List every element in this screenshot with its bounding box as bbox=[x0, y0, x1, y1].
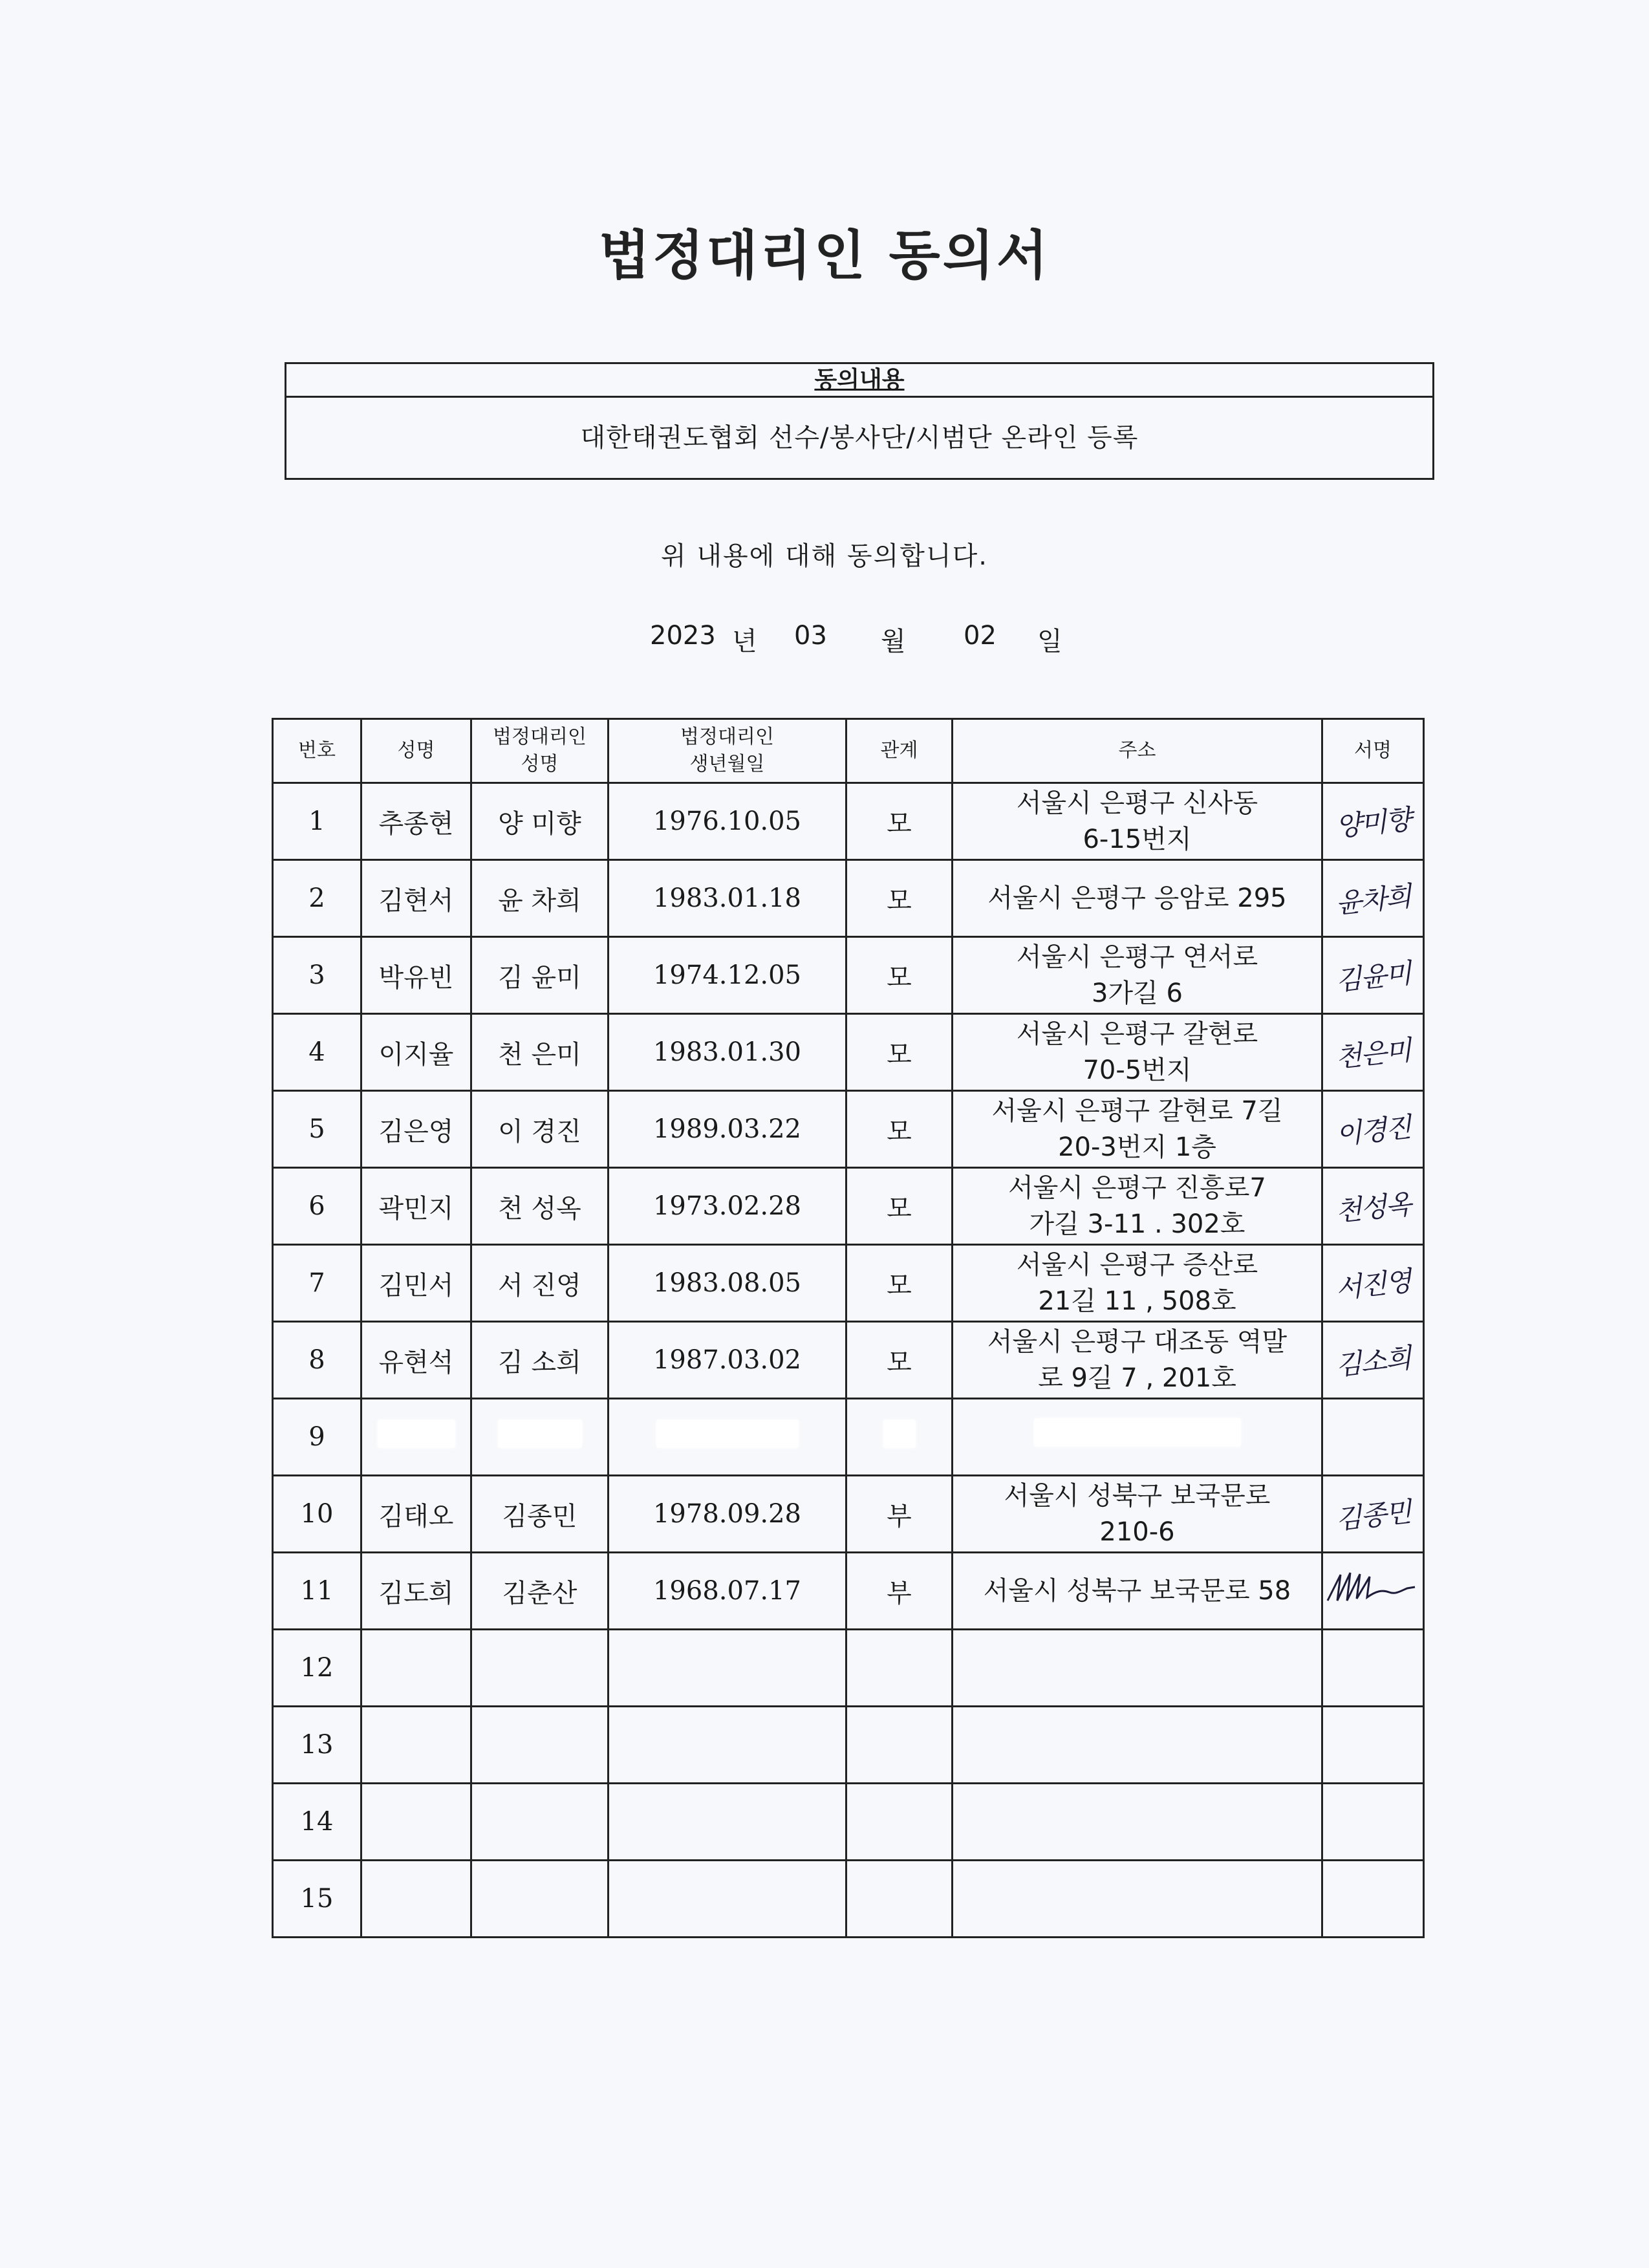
student-name bbox=[361, 1784, 471, 1861]
student-name: 곽민지 bbox=[361, 1168, 471, 1245]
guardian-birthdate bbox=[609, 1861, 846, 1938]
relation bbox=[846, 1784, 953, 1861]
handwritten-signature: 서진영 bbox=[1334, 1265, 1412, 1304]
guardian-table bbox=[272, 718, 1425, 1938]
address-line-1: 서울시 은평구 갈현로 bbox=[1016, 1019, 1258, 1049]
handwritten-signature: 김윤미 bbox=[1334, 957, 1412, 997]
guardian-name bbox=[471, 1399, 609, 1476]
guardian-birthdate bbox=[609, 1784, 846, 1861]
row-number: 13 bbox=[273, 1707, 361, 1784]
redacted-block bbox=[378, 1420, 455, 1448]
student-name: 김은영 bbox=[361, 1091, 471, 1168]
guardian-birthdate: 1973.02.28 bbox=[609, 1168, 846, 1245]
address-line-1: 서울시 성북구 보국문로 bbox=[1004, 1481, 1271, 1511]
student-name: 박유빈 bbox=[361, 937, 471, 1014]
guardian-birthdate: 1976.10.05 bbox=[609, 783, 846, 860]
address bbox=[953, 1861, 1322, 1938]
guardian-name bbox=[471, 1630, 609, 1707]
row-number: 2 bbox=[273, 860, 361, 937]
row-number: 4 bbox=[273, 1014, 361, 1091]
scribble-signature bbox=[1324, 1565, 1421, 1610]
handwritten-signature: 김소희 bbox=[1334, 1342, 1412, 1381]
student-name: 김태오 bbox=[361, 1476, 471, 1553]
guardian-birthdate bbox=[609, 1707, 846, 1784]
table-header-row bbox=[273, 719, 1424, 783]
address bbox=[953, 1553, 1322, 1630]
date-month: 03 bbox=[794, 621, 827, 651]
relation: 모 bbox=[846, 1245, 953, 1322]
address-line-2: 20-3번지 1층 bbox=[1058, 1132, 1216, 1162]
header-relation: 관계 bbox=[846, 719, 953, 783]
row-number: 11 bbox=[273, 1553, 361, 1630]
guardian-name: 이 경진 bbox=[471, 1091, 609, 1168]
redacted-block bbox=[1034, 1418, 1241, 1447]
address-line-2: 21길 11 , 508호 bbox=[1038, 1286, 1236, 1316]
student-name: 김도희 bbox=[361, 1553, 471, 1630]
student-name: 김민서 bbox=[361, 1245, 471, 1322]
signature-cell bbox=[1322, 1399, 1424, 1476]
guardian-name: 천 은미 bbox=[471, 1014, 609, 1091]
redacted-block bbox=[656, 1420, 799, 1448]
header-address: 주소 bbox=[953, 719, 1322, 783]
address-line-2: 로 9길 7 , 201호 bbox=[1038, 1363, 1236, 1393]
student-name: 추종현 bbox=[361, 783, 471, 860]
table-body bbox=[273, 783, 1424, 1938]
header-guardian-name bbox=[471, 719, 609, 783]
relation: 모 bbox=[846, 937, 953, 1014]
header-signature: 서명 bbox=[1322, 719, 1424, 783]
address bbox=[953, 860, 1322, 937]
header-guardian-name-line2: 성명 bbox=[521, 753, 559, 775]
student-name bbox=[361, 1399, 471, 1476]
handwritten-signature: 김종민 bbox=[1334, 1496, 1412, 1535]
address-line-1: 서울시 은평구 연서로 bbox=[1016, 942, 1258, 972]
guardian-name: 김 윤미 bbox=[471, 937, 609, 1014]
guardian-name: 윤 차희 bbox=[471, 860, 609, 937]
relation: 모 bbox=[846, 1168, 953, 1245]
handwritten-signature: 이경진 bbox=[1334, 1111, 1412, 1150]
address bbox=[953, 1707, 1322, 1784]
guardian-name bbox=[471, 1861, 609, 1938]
header-guardian-birth-line2: 생년월일 bbox=[689, 753, 765, 775]
header-name: 성명 bbox=[361, 719, 471, 783]
signature-cell bbox=[1322, 1861, 1424, 1938]
document-title: 법정대리인 동의서 bbox=[598, 225, 1051, 286]
relation: 모 bbox=[846, 783, 953, 860]
address-line-1: 서울시 은평구 증산로 bbox=[1016, 1250, 1258, 1280]
row-number: 12 bbox=[273, 1630, 361, 1707]
address bbox=[953, 1399, 1322, 1476]
signature-cell bbox=[1322, 783, 1424, 860]
signature-cell bbox=[1322, 1553, 1424, 1630]
signature-cell bbox=[1322, 1168, 1424, 1245]
header-no: 번호 bbox=[273, 719, 361, 783]
relation: 부 bbox=[846, 1476, 953, 1553]
table-row bbox=[273, 860, 1424, 937]
relation bbox=[846, 1707, 953, 1784]
signature-cell bbox=[1322, 1245, 1424, 1322]
table-row bbox=[273, 1553, 1424, 1630]
relation bbox=[846, 1399, 953, 1476]
consent-text: 대한태권도협회 선수/봉사단/시범단 온라인 등록 bbox=[580, 423, 1139, 453]
address-line-1: 서울시 은평구 갈현로 7길 bbox=[991, 1096, 1283, 1126]
relation: 모 bbox=[846, 1322, 953, 1399]
guardian-name: 서 진영 bbox=[471, 1245, 609, 1322]
address-line-1: 서울시 은평구 신사동 bbox=[1016, 788, 1258, 818]
row-number: 6 bbox=[273, 1168, 361, 1245]
guardian-birthdate: 1978.09.28 bbox=[609, 1476, 846, 1553]
address bbox=[953, 1091, 1322, 1168]
signature-cell bbox=[1322, 1707, 1424, 1784]
consent-content-box bbox=[285, 362, 1434, 480]
guardian-birthdate: 1974.12.05 bbox=[609, 937, 846, 1014]
address bbox=[953, 783, 1322, 860]
signature-cell bbox=[1322, 1091, 1424, 1168]
signature-cell bbox=[1322, 937, 1424, 1014]
date-day-label: 일 bbox=[1037, 627, 1062, 656]
table-row bbox=[273, 1245, 1424, 1322]
student-name: 김현서 bbox=[361, 860, 471, 937]
relation: 모 bbox=[846, 860, 953, 937]
relation: 부 bbox=[846, 1553, 953, 1630]
date-month-label: 월 bbox=[881, 627, 906, 656]
table-row bbox=[273, 1861, 1424, 1938]
guardian-name: 천 성옥 bbox=[471, 1168, 609, 1245]
consent-heading-text: 동의내용 bbox=[814, 367, 905, 393]
address-line-2: 70-5번지 bbox=[1083, 1055, 1192, 1085]
relation bbox=[846, 1861, 953, 1938]
guardian-birthdate: 1987.03.02 bbox=[609, 1322, 846, 1399]
table-row bbox=[273, 783, 1424, 860]
student-name bbox=[361, 1861, 471, 1938]
table-row bbox=[273, 1168, 1424, 1245]
date-year: 2023 bbox=[650, 621, 716, 651]
guardian-name bbox=[471, 1784, 609, 1861]
table-row bbox=[273, 937, 1424, 1014]
row-number: 1 bbox=[273, 783, 361, 860]
guardian-birthdate bbox=[609, 1630, 846, 1707]
date-year-label: 년 bbox=[732, 627, 757, 656]
address bbox=[953, 1322, 1322, 1399]
signature-cell bbox=[1322, 1476, 1424, 1553]
handwritten-signature: 천성옥 bbox=[1334, 1188, 1412, 1227]
guardian-birthdate: 1983.01.18 bbox=[609, 860, 846, 937]
guardian-name: 김종민 bbox=[471, 1476, 609, 1553]
signature-cell bbox=[1322, 1014, 1424, 1091]
address-line-1: 서울시 은평구 응암로 295 bbox=[987, 883, 1287, 913]
redacted-block bbox=[883, 1420, 916, 1448]
row-number: 7 bbox=[273, 1245, 361, 1322]
relation: 모 bbox=[846, 1014, 953, 1091]
row-number: 10 bbox=[273, 1476, 361, 1553]
relation bbox=[846, 1630, 953, 1707]
address-line-2: 가길 3-11 . 302호 bbox=[1029, 1209, 1245, 1239]
signature-cell bbox=[1322, 1784, 1424, 1861]
header-guardian-birth bbox=[609, 719, 846, 783]
table-row bbox=[273, 1322, 1424, 1399]
table-row bbox=[273, 1399, 1424, 1476]
signature-cell bbox=[1322, 1322, 1424, 1399]
table-row bbox=[273, 1014, 1424, 1091]
address-line-2: 210-6 bbox=[1099, 1517, 1175, 1547]
row-number: 8 bbox=[273, 1322, 361, 1399]
guardian-birthdate: 1983.01.30 bbox=[609, 1014, 846, 1091]
guardian-birthdate: 1989.03.22 bbox=[609, 1091, 846, 1168]
handwritten-signature: 윤차희 bbox=[1334, 880, 1412, 920]
address bbox=[953, 1476, 1322, 1553]
guardian-name: 김 소희 bbox=[471, 1322, 609, 1399]
row-number: 15 bbox=[273, 1861, 361, 1938]
table-row bbox=[273, 1476, 1424, 1553]
relation: 모 bbox=[846, 1091, 953, 1168]
guardian-name bbox=[471, 1707, 609, 1784]
guardian-birthdate: 1983.08.05 bbox=[609, 1245, 846, 1322]
student-name: 이지율 bbox=[361, 1014, 471, 1091]
address bbox=[953, 1168, 1322, 1245]
student-name: 유현석 bbox=[361, 1322, 471, 1399]
address bbox=[953, 1630, 1322, 1707]
row-number: 14 bbox=[273, 1784, 361, 1861]
guardian-name: 양 미향 bbox=[471, 783, 609, 860]
address-line-2: 6-15번지 bbox=[1083, 825, 1192, 854]
header-guardian-name-line1: 법정대리인 bbox=[493, 726, 587, 748]
redacted-block bbox=[498, 1420, 582, 1448]
address bbox=[953, 1014, 1322, 1091]
header-guardian-birth-line1: 법정대리인 bbox=[680, 726, 774, 748]
table-row bbox=[273, 1630, 1424, 1707]
student-name bbox=[361, 1630, 471, 1707]
address-line-1: 서울시 은평구 진흥로7 bbox=[1008, 1173, 1266, 1203]
guardian-name: 김춘산 bbox=[471, 1553, 609, 1630]
consent-heading bbox=[286, 364, 1432, 398]
handwritten-signature: 양미향 bbox=[1334, 803, 1412, 843]
date-day: 02 bbox=[964, 621, 997, 651]
address-line-2: 3가길 6 bbox=[1092, 978, 1183, 1008]
handwritten-signature: 천은미 bbox=[1334, 1034, 1412, 1074]
address bbox=[953, 1245, 1322, 1322]
table-row bbox=[273, 1784, 1424, 1861]
student-name bbox=[361, 1707, 471, 1784]
row-number: 3 bbox=[273, 937, 361, 1014]
guardian-birthdate: 1968.07.17 bbox=[609, 1553, 846, 1630]
address-line-1: 서울시 은평구 대조동 역말 bbox=[987, 1327, 1288, 1357]
address-line-1: 서울시 성북구 보국문로 58 bbox=[983, 1576, 1291, 1606]
address bbox=[953, 1784, 1322, 1861]
signature-cell bbox=[1322, 1630, 1424, 1707]
agreement-statement: 위 내용에 대해 동의합니다. bbox=[661, 541, 988, 571]
row-number: 5 bbox=[273, 1091, 361, 1168]
address bbox=[953, 937, 1322, 1014]
table-row bbox=[273, 1707, 1424, 1784]
table-row bbox=[273, 1091, 1424, 1168]
row-number: 9 bbox=[273, 1399, 361, 1476]
signature-cell bbox=[1322, 860, 1424, 937]
guardian-birthdate bbox=[609, 1399, 846, 1476]
